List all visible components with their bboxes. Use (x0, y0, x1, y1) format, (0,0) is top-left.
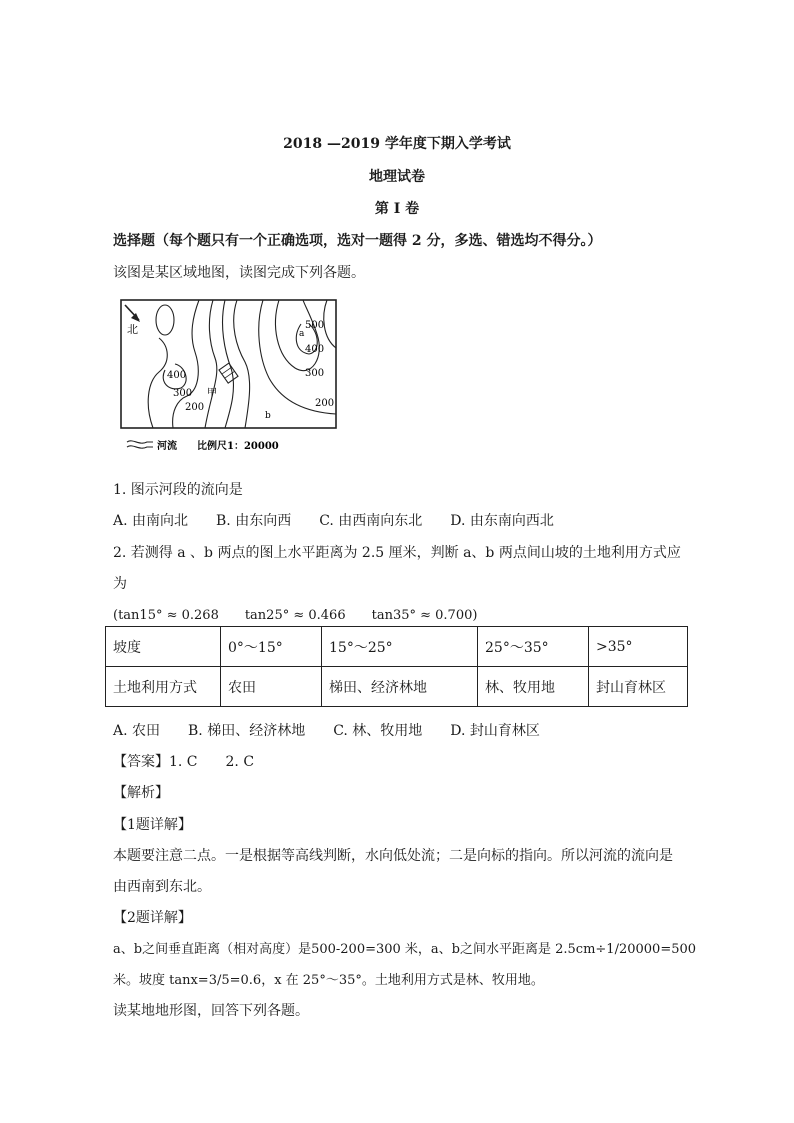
contour-label-200-right: 200 (315, 398, 335, 409)
table-cell: 15°～25° (322, 627, 478, 667)
table-cell: >35° (589, 627, 688, 667)
contour-right-4 (324, 300, 336, 348)
table-row (106, 667, 688, 707)
contour-label-300-right: 300 (305, 368, 325, 379)
river-legend-icon (127, 441, 153, 443)
point-b-label: b (265, 411, 271, 421)
contour-label-400-right: 400 (305, 344, 325, 355)
contour-right-1 (259, 300, 336, 414)
point-a-label: a (299, 329, 305, 339)
subject-title: 地理试卷 (369, 169, 425, 185)
table-cell: 林、牧用地 (478, 667, 589, 707)
answer-line: 【答案】1. C 2. C (113, 754, 255, 770)
contour-label-400-left: 400 (167, 370, 187, 381)
analysis-heading: 【解析】 (113, 785, 169, 801)
q1-stem: 1. 图示河段的流向是 (113, 482, 243, 498)
detail2-line1: a、b之间垂直距离（相对高度）是500-200=300 米，a、b之间水平距离是 2.5cm÷1/20000=500 (113, 942, 697, 957)
detail1-heading: 【1题详解】 (113, 817, 192, 833)
table-cell: 梯田、经济林地 (322, 667, 478, 707)
q1-options: A. 由南向北 B. 由东向西 C. 由西南向东北 D. 由东南向西北 (113, 513, 554, 529)
contour-label-500: 500 (305, 320, 325, 331)
table-cell: 25°～35° (478, 627, 589, 667)
q2-options: A. 农田 B. 梯田、经济林地 C. 林、牧用地 D. 封山育林区 (113, 723, 540, 739)
volume-title: 第 I 卷 (374, 201, 420, 217)
next-intro: 读某地地形图，回答下列各题。 (113, 1003, 309, 1019)
detail2-line2: 米。坡度 tanx=3/5=0.6，x 在 25°～35°。土地利用方式是林、牧用地。 (113, 973, 544, 988)
contour-mid-2 (234, 300, 250, 428)
place-jia-label: 甲 (207, 388, 217, 399)
q2-tan-values: (tan15° ≈ 0.268 tan25° ≈ 0.466 tan35° ≈ 0.700) (113, 608, 478, 623)
q2-stem-line2: 为 (113, 576, 127, 592)
detail1-line2: 由西南到东北。 (113, 879, 211, 895)
legend-scale-label: 比例尺1：20000 (197, 441, 279, 452)
contour-map (113, 296, 343, 458)
legend-river-label: 河流 (157, 441, 177, 452)
north-label: 北 (127, 323, 138, 336)
table-cell: 农田 (221, 667, 322, 707)
exam-title: 2018 —2019 学年度下期入学考试 (283, 136, 511, 152)
settlement-icon (219, 363, 238, 383)
q2-stem-line1: 2. 若测得 a 、b 两点的图上水平距离为 2.5 厘米，判断 a、b 两点间山坡的土地利用方式应 (113, 545, 681, 561)
contour-right-2 (276, 300, 320, 371)
detail2-heading: 【2题详解】 (113, 910, 192, 926)
contour-label-200-left: 200 (185, 402, 205, 413)
section-heading: 选择题（每个题只有一个正确选项，选对一题得 2 分，多选、错选均不得分。） (113, 233, 602, 249)
slope-landuse-table (105, 626, 688, 707)
north-arrow-icon (125, 305, 140, 322)
table-cell: 封山育林区 (589, 667, 688, 707)
contour-mid-1 (205, 300, 217, 428)
intro-text: 该图是某区域地图，读图完成下列各题。 (113, 265, 365, 281)
contour-top-left (156, 305, 174, 335)
table-cell: 坡度 (106, 627, 221, 667)
table-row (106, 627, 688, 667)
table-cell: 土地利用方式 (106, 667, 221, 707)
table-cell: 0°～15° (221, 627, 322, 667)
contour-label-300-left: 300 (173, 388, 193, 399)
detail1-line1: 本题要注意二点。一是根据等高线判断，水向低处流；二是向标的指向。所以河流的流向是 (113, 848, 673, 864)
